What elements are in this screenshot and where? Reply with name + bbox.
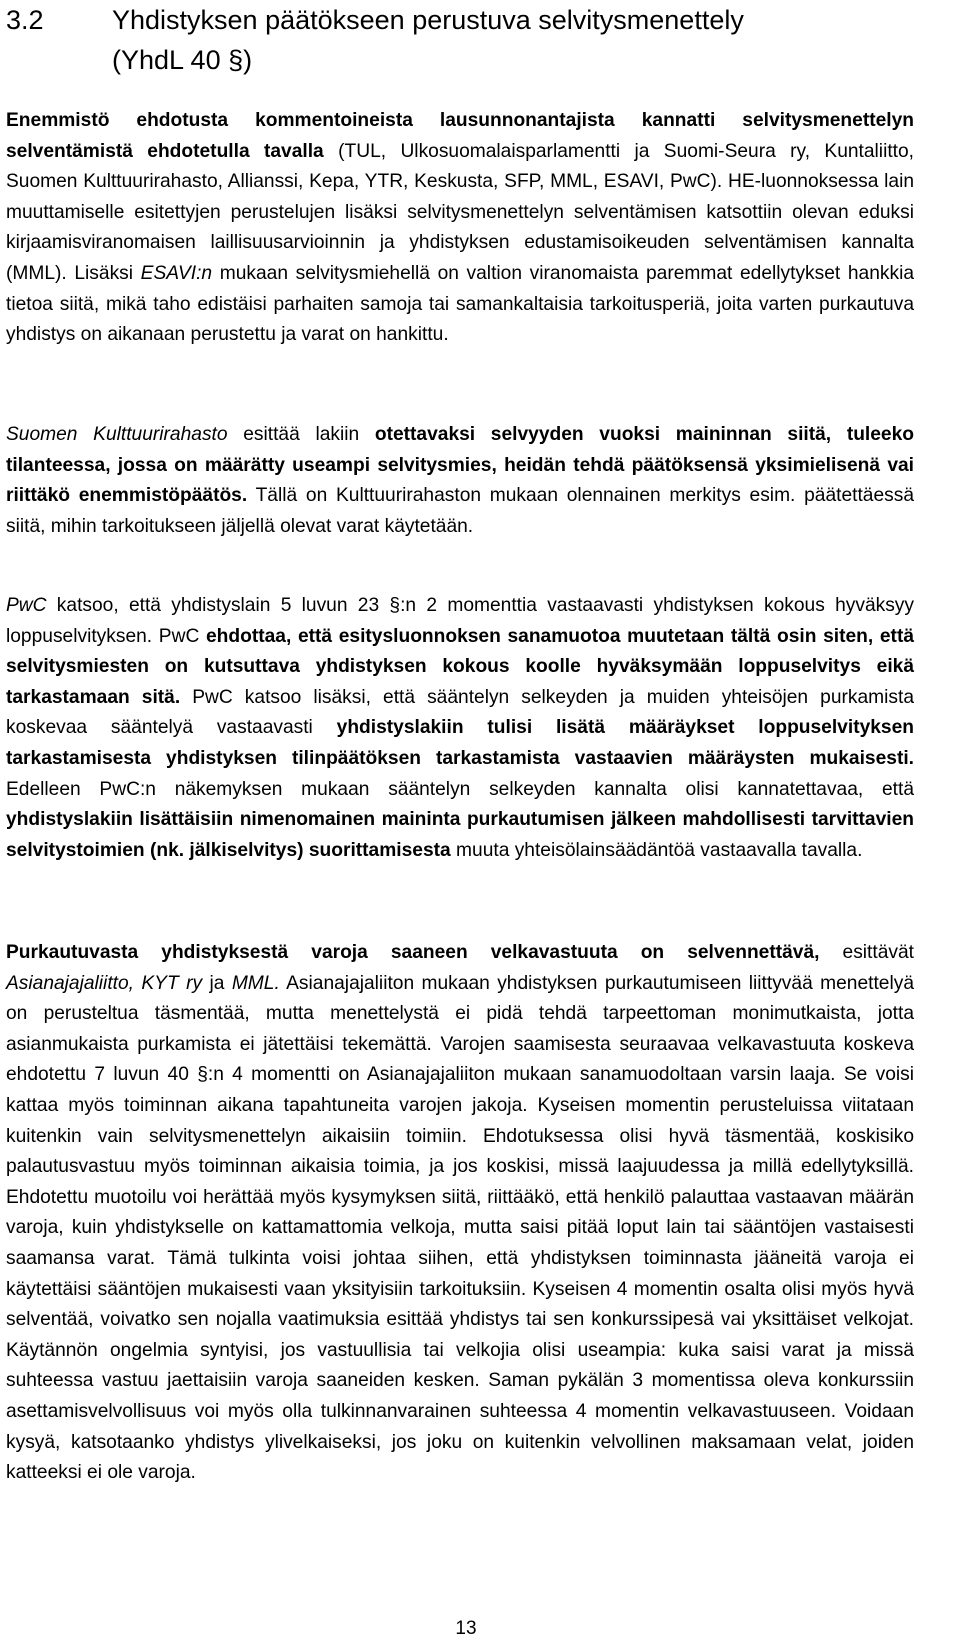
paragraph-1 bbox=[6, 106, 914, 351]
p2-text-2: Tällä on Kulttuurirahaston mukaan olennainen merkitys esim. päätettäessä siitä, mihin tarkoitukseen jäljellä olevat varat käytetään. bbox=[6, 485, 914, 537]
paragraph-2 bbox=[6, 420, 914, 542]
p3-bold-3: yhdistyslakiin lisättäisiin nimenomainen maininta purkautumisen jälkeen mahdollisesti tarvittavien selvitystoimien (nk. jälkiselvitys) suorittamisesta bbox=[6, 809, 914, 861]
p3-bold-1: ehdottaa, että esitysluonnoksen sanamuotoa muutetaan tältä osin siten, että selvitysmiesten on kutsuttava yhdistyksen kokous koolle hyväksymään loppuselvitys eikä tarkastamaan sitä. bbox=[6, 625, 914, 708]
p4-italic-1: Asianajajaliitto, KYT ry bbox=[6, 972, 203, 994]
page-number: 13 bbox=[455, 1618, 477, 1639]
p4-text-3: Asianajajaliiton mukaan yhdistyksen purkautumiseen liittyvää menettelyä on perusteltua täsmentää, mutta menettelystä ei pidä tehdä tarpeettoman monimutkaista, jotta asianmukaista purkamista ei jätettäisi tekemättä. Varojen saamisesta seuraavaa velkavastuuta koskeva ehdotettu 7 luvun 40 §:n 4 momentti on Asianajajaliiton mukaan sanamuodoltaan varsin laaja. Se voisi kattaa myös toiminnan aikana tapahtuneita varojen jakoja. Kyseisen momentin perusteluissa viitataan kuitenkin vain selvitysmenettelyn aikaisiin toimiin. Ehdotuksessa olisi hyvä täsmentää, koskisiko palautusvastuu myös toiminnan aikaisia toimia, ja jos koskisi, missä laajuudessa ja millä edellytyksillä. Ehdotettu muotoilu voi herättää myös kysymyksen siitä, riittääkö, että henkilö palauttaa vastaavan määrän varoja, kuin yhdistykselle on kattamattomia velkoja, mutta saisi pitää loput lain tai sääntöjen vastaisesti saamansa varat. Tämä tulkinta voisi johtaa siihen, että yhdistyksen toiminnasta jääneitä varoja ei käytettäisi sääntöjen mukaisesti vaan yksityisiin tarkoituksiin. Kyseisen 4 momentin osalta olisi myös hyvä selventää, voivatko sen nojalla vaatimuksia esittää yhdistys tai sen konkurssipesä vai yksittäiset velkojat. Käytännön ongelmia syntyisi, jos vastuullisia tai velkojia olisi useampia: kuka saisi varat ja missä suhteessa vastuu jaettaisiin varoja saaneiden kesken. Saman pykälän 3 momentissa oleva konkurssiin asettamisvelvollisuus voi myös olla tulkinnanvarainen suhteessa 4 momentin velkavastuuseen. Voidaan kysyä, katsotaanko yhdistys ylivelkaiseksi, jos joku on kuitenkin velvollinen maksamaan velat, joiden katteeksi ei ole varoja. bbox=[6, 972, 914, 1484]
p2-text-1: esittää lakiin bbox=[227, 424, 375, 445]
p3-text-2: PwC katsoo lisäksi, että sääntelyn selkeyden ja muiden yhteisöjen purkamista koskevaa sääntelyä vastaavasti bbox=[6, 686, 915, 739]
section-title bbox=[112, 0, 914, 80]
section-heading bbox=[6, 0, 914, 80]
p3-italic-1: PwC bbox=[6, 595, 47, 616]
section-title-line2: (YhdL 40 §) bbox=[112, 45, 253, 75]
p3-bold-2: yhdistyslakiin tulisi lisätä määräykset loppuselvityksen tarkastamisesta yhdistyksen tilinpäätöksen tarkastamista vastaavien määräysten mukaisesti. bbox=[6, 717, 914, 769]
p1-italic-1: ESAVI:n bbox=[140, 262, 213, 284]
p1-bold-1: Enemmistö ehdotusta kommentoineista lausunnonantajista kannatti selvitysmenettelyn selventämistä ehdotetulla tavalla bbox=[6, 110, 914, 162]
p2-bold-1: otettavaksi selvyyden vuoksi maininnan siitä, tuleeko tilanteessa, jossa on määrätty useampi selvitysmies, heidän tehdä päätöksensä yksimielisenä vai riittäkö enemmistöpäätös. bbox=[6, 424, 914, 507]
p4-text-2: ja bbox=[202, 972, 232, 994]
section-title-line1: Yhdistyksen päätökseen perustuva selvitysmenettely bbox=[112, 5, 744, 35]
p3-text-3: Edelleen PwC:n näkemyksen mukaan sääntelyn selkeyden kannalta olisi kannatettavaa, että bbox=[6, 778, 914, 800]
p3-text-1: katsoo, että yhdistyslain 5 luvun 23 §:n 2 momenttia vastaavasti yhdistyksen kokous hyväksyy loppuselvityksen. PwC bbox=[6, 595, 914, 647]
paragraph-4 bbox=[6, 938, 914, 1489]
document-page bbox=[6, 0, 915, 1639]
p1-text-2: mukaan selvitysmiehellä on valtion viranomaista paremmat edellytykset hankkia tietoa siitä, mikä taho edistäisi parhaiten samoja tai samankaltaisia tarkoitusperiä, joita varten purkautuva yhdistys on aikanaan perustettu ja varat on hankittu. bbox=[6, 262, 914, 346]
p4-text-1: esittävät bbox=[819, 942, 914, 963]
paragraph-3 bbox=[6, 591, 914, 866]
p4-bold-1: Purkautuvasta yhdistyksestä varoja saaneen velkavastuuta on selvennettävä, bbox=[6, 942, 820, 963]
section-number: 3.2 bbox=[6, 5, 44, 35]
p1-text-1: (TUL, Ulkosuomalaisparlamentti ja Suomi-Seura ry, Kuntaliitto, Suomen Kulttuurirahasto, Allianssi, Kepa, YTR, Keskusta, SFP, MML, ESAVI, PwC). HE-luonnoksessa lain muuttamiselle esitettyjen perustelujen lisäksi selvitysmenettelyn selventämisen katsottiin olevan eduksi kirjaamisviranomaisen laillisuusarvioinnin ja yhdistyksen edustamisoikeuden selventämisen kannalta (MML). Lisäksi bbox=[6, 140, 914, 284]
p3-text-4: muuta yhteisölainsäädäntöä vastaavalla tavalla. bbox=[450, 839, 863, 861]
p4-italic-2: MML. bbox=[231, 972, 280, 994]
p2-italic-1: Suomen Kulttuurirahasto bbox=[6, 424, 228, 445]
